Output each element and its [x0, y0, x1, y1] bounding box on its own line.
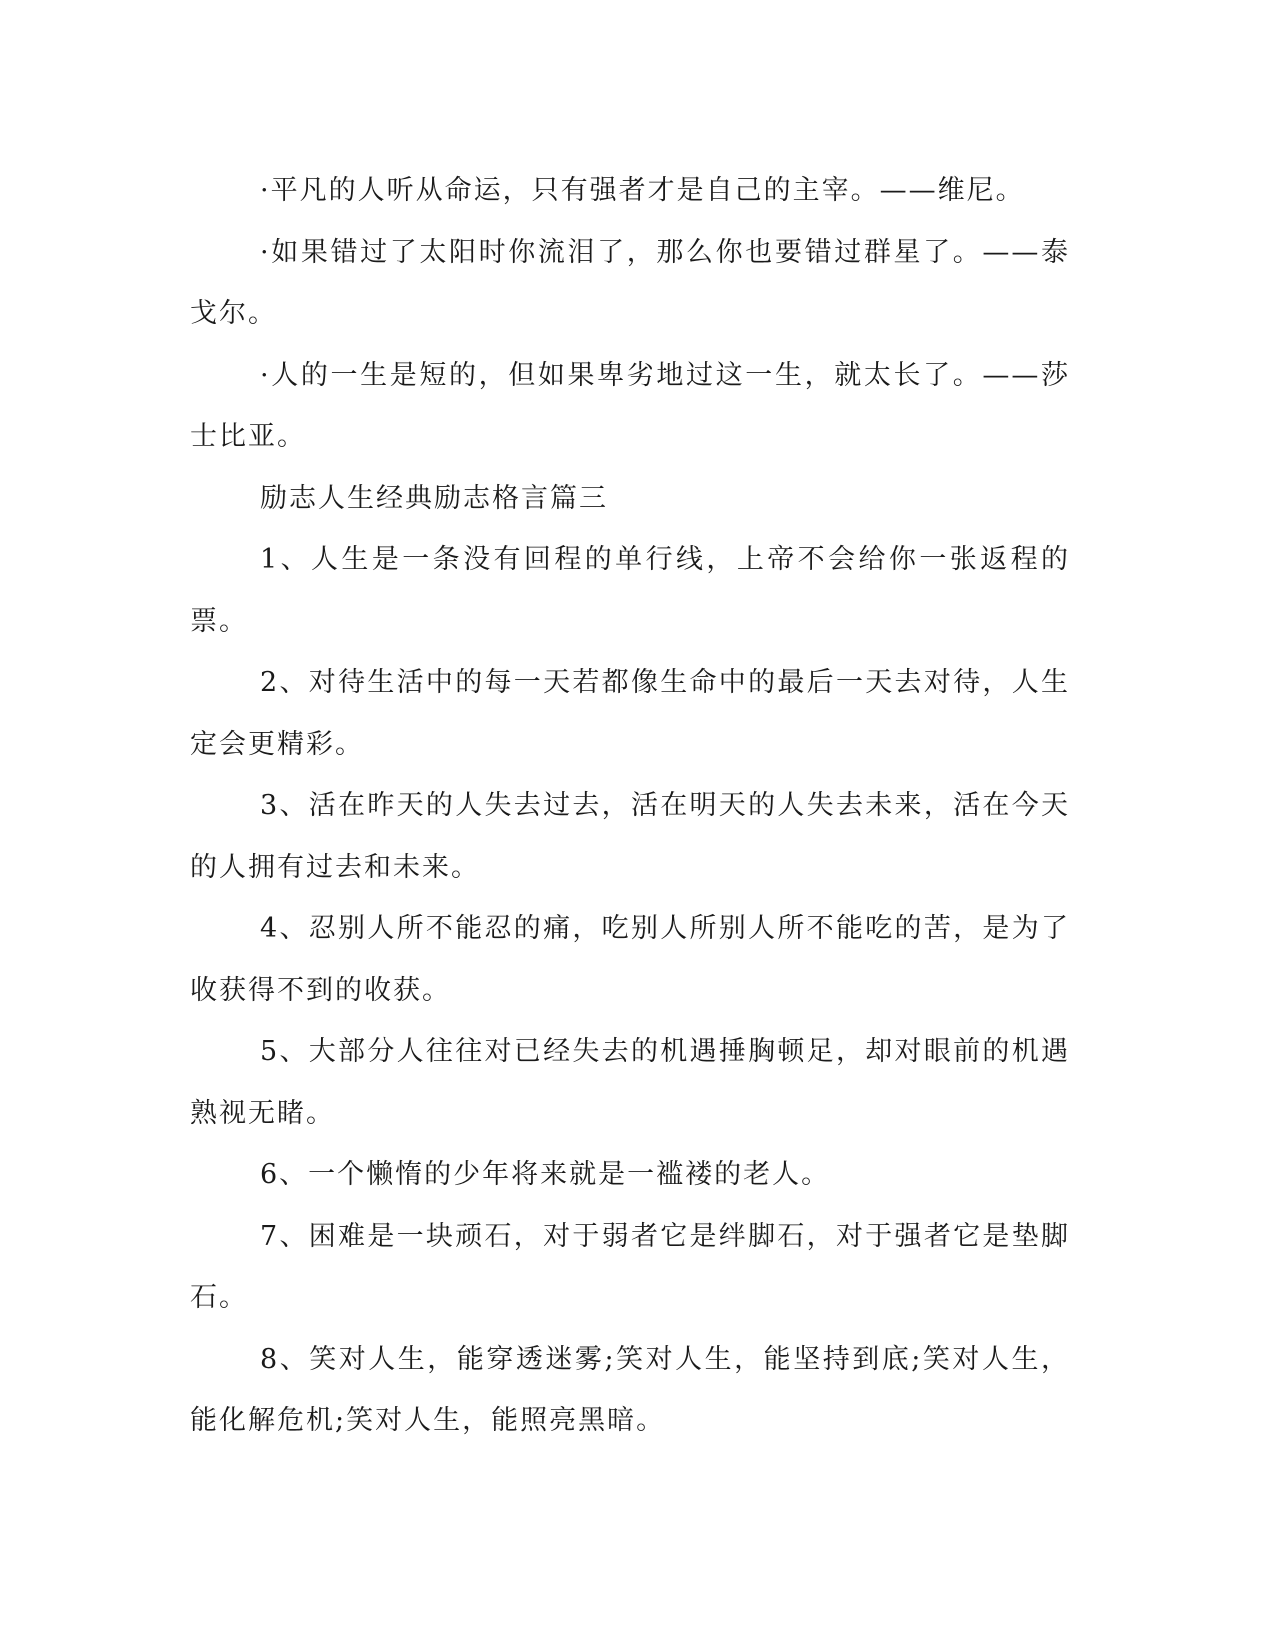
- list-item-1: 1、人生是一条没有回程的单行线，上帝不会给你一张返程的票。: [190, 544, 1070, 637]
- list-item-4: 4、忍别人所不能忍的痛，吃别人所别人所不能吃的苦，是为了收获得不到的收获。: [190, 913, 1070, 1006]
- list-item-7: 7、困难是一块顽石，对于弱者它是绊脚石，对于强者它是垫脚石。: [190, 1220, 1070, 1313]
- list-item-2: 2、对待生活中的每一天若都像生命中的最后一天去对待，人生定会更精彩。: [190, 667, 1070, 760]
- list-item-8: 8、笑对人生，能穿透迷雾;笑对人生，能坚持到底;笑对人生，能化解危机;笑对人生，能照亮黑暗。: [190, 1343, 1070, 1436]
- list-item-5: 5、大部分人往往对已经失去的机遇捶胸顿足，却对眼前的机遇熟视无睹。: [190, 1036, 1070, 1129]
- quote-paragraph-1: ·平凡的人听从命运，只有强者才是自己的主宰。——维尼。: [260, 175, 1025, 206]
- section-heading: 励志人生经典励志格言篇三: [260, 482, 608, 514]
- list-item-3: 3、活在昨天的人失去过去，活在明天的人失去未来，活在今天的人拥有过去和未来。: [190, 790, 1070, 883]
- quote-paragraph-2: ·如果错过了太阳时你流泪了，那么你也要错过群星了。——泰戈尔。: [190, 236, 1070, 329]
- document-body: [190, 160, 1070, 1452]
- quote-paragraph-3: ·人的一生是短的，但如果卑劣地过这一生，就太长了。——莎士比亚。: [190, 359, 1070, 452]
- list-item-6: 6、一个懒惰的少年将来就是一褴褛的老人。: [260, 1159, 831, 1190]
